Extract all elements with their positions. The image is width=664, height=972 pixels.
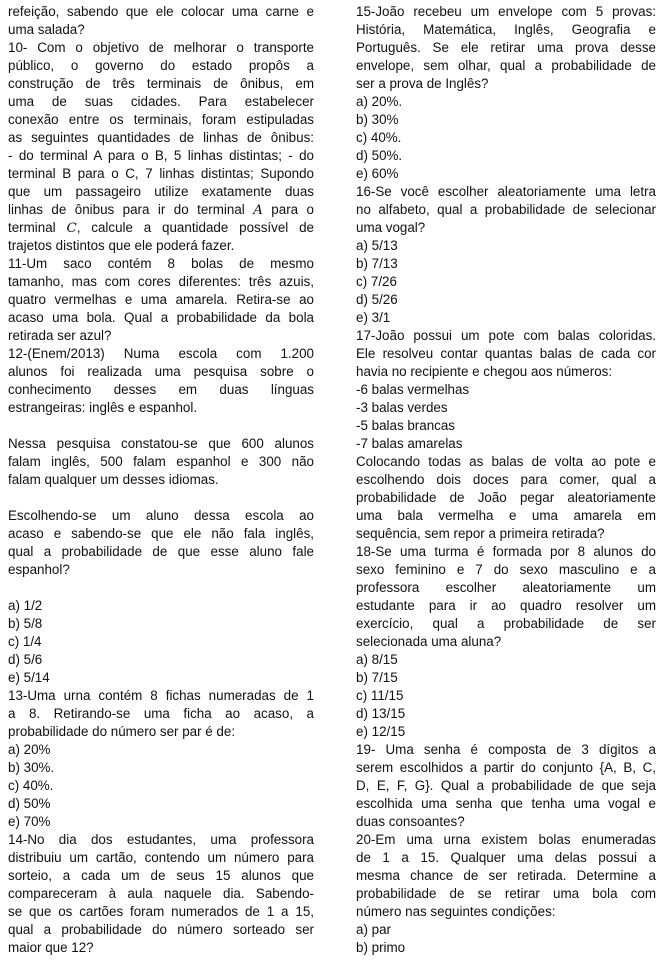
- text-line: a) 20%: [8, 742, 51, 757]
- text-line: b) 7/13: [356, 256, 398, 271]
- text-line: -6 balas vermelhas: [356, 382, 470, 397]
- text-line: trajetos distintos que ele poderá fazer.: [8, 238, 235, 253]
- text-line: uma bala vermelha e uma amarela em: [356, 508, 656, 523]
- text-line: maior que 12?: [8, 940, 94, 955]
- text-line: uma salada?: [8, 22, 85, 37]
- text-line: número nas seguintes condições:: [356, 904, 556, 919]
- text-line: b) 7/15: [356, 670, 398, 685]
- text-line: e) 3/1: [356, 310, 391, 325]
- text-line: no alfabeto, qual a probabilidade de selecionar: [356, 202, 656, 217]
- text-line: conexão entre os terminais, foram estipuladas: [8, 112, 314, 127]
- text-line: ser a prova de Inglês?: [356, 76, 489, 91]
- text-line: Português. Se ele retirar uma prova desse: [356, 40, 656, 55]
- text-line: 10- Com o objetivo de melhorar o transporte: [8, 40, 314, 55]
- text-line: sorteio, a cada um de seus 15 alunos que: [8, 868, 314, 883]
- text-line: uma de suas cidades. Para estabelecer: [8, 94, 314, 109]
- text-line: 18-Se uma turma é formada por 8 alunos do: [356, 544, 656, 559]
- text-line: probabilidade do número ser par é de:: [8, 724, 236, 739]
- text-line: 16-Se você escolher aleatoriamente uma letra: [356, 184, 656, 199]
- text-line: sexo feminino e 7 do sexo masculino e a: [356, 562, 656, 577]
- text-line: de 1 a 15. Qualquer uma delas possui a: [356, 850, 656, 865]
- text-line: sequência, sem repor a primeira retirada?: [356, 526, 605, 541]
- text-line: uma vogal?: [356, 220, 426, 235]
- blank-line: [8, 417, 314, 435]
- text-line: c) 7/26: [356, 274, 397, 289]
- text-segment: linhas de ônibus para ir do terminal: [8, 202, 254, 217]
- text-line: e) 60%: [356, 166, 399, 181]
- text-line: -5 balas brancas: [356, 418, 455, 433]
- text-line: duas consoantes?: [356, 814, 465, 829]
- text-line: b) primo: [356, 940, 406, 955]
- text-line: acaso uma bola. Qual a probabilidade da bola: [8, 310, 314, 325]
- text-line: [8, 201, 314, 219]
- text-line: terminal B para o C, 7 linhas distintas; Supondo: [8, 166, 314, 181]
- text-line: compareceram à aula naquele dia. Sabendo-: [8, 886, 314, 901]
- text-line: estudante para ir ao quadro resolver um: [356, 598, 656, 613]
- text-line: 17-João possui um pote com balas coloridas.: [356, 328, 656, 343]
- text-line: envelope, sem olhar, qual a probabilidade de: [356, 58, 656, 73]
- text-line: alunos foi realizada uma pesquisa sobre o: [8, 364, 314, 379]
- text-line: público, o governo do estado propôs a: [8, 58, 314, 73]
- text-line: retirada ser azul?: [8, 328, 112, 343]
- math-variable: A: [253, 203, 263, 218]
- text-line: Colocando todas as balas de volta ao pote e: [356, 454, 656, 469]
- text-line: acaso e sabendo-se que ele não fala inglês,: [8, 526, 314, 541]
- text-line: 14-No dia dos estudantes, uma professora: [8, 832, 314, 847]
- text-line: 13-Uma urna contém 8 fichas numeradas de 1: [8, 688, 314, 703]
- text-line: b) 5/8: [8, 616, 43, 631]
- text-line: a) par: [356, 922, 391, 937]
- text-line: d) 50%.: [356, 148, 403, 163]
- text-line: probabilidade de João pegar aleatoriamente: [356, 490, 656, 505]
- text-line: a) 1/2: [8, 598, 43, 613]
- text-line: 12-(Enem/2013) Numa escola com 1.200: [8, 346, 314, 361]
- text-line: b) 30%.: [8, 760, 55, 775]
- text-line: tamanho, mas com cores diferentes: três azuis,: [8, 274, 314, 289]
- text-line: refeição, sabendo que ele colocar uma carne e: [8, 4, 314, 19]
- text-line: 20-Em uma urna existem bolas enumeradas: [356, 832, 656, 847]
- text-line: quatro vermelhas e uma amarela. Retira-se ao: [8, 292, 314, 307]
- text-segment: terminal: [8, 220, 67, 235]
- text-line: c) 40%.: [356, 130, 402, 145]
- text-line: d) 5/6: [8, 652, 43, 667]
- text-line: História, Matemática, Inglês, Geografia e: [356, 22, 656, 37]
- text-line: c) 1/4: [8, 634, 42, 649]
- text-line: qual a probabilidade do número sorteado ser: [8, 922, 314, 937]
- text-segment: para o: [262, 202, 314, 217]
- left-column: [8, 3, 314, 957]
- text-line: a) 20%.: [356, 94, 403, 109]
- text-line: Escolhendo-se um aluno dessa escola ao: [8, 508, 314, 523]
- text-line: escolhida uma senha que tenha uma vogal e: [356, 796, 656, 811]
- text-line: Ele resolveu contar quantas balas de cada cor: [356, 346, 656, 361]
- text-line: a) 8/15: [356, 652, 398, 667]
- text-line: professora escolher aleatoriamente um: [356, 580, 656, 595]
- text-line: serem escolhidos a partir do conjunto {A, B, C,: [356, 760, 656, 775]
- text-line: D, E, F, G}. Qual a probabilidade de que seja: [356, 778, 656, 793]
- text-line: e) 12/15: [356, 724, 406, 739]
- text-line: -3 balas verdes: [356, 400, 448, 415]
- text-line: qual a probabilidade de que esse aluno fale: [8, 544, 314, 559]
- text-line: 19- Uma senha é composta de 3 dígitos a: [356, 742, 656, 757]
- text-line: a) 5/13: [356, 238, 398, 253]
- text-line: mesma chance de ser retirada. Determine a: [356, 868, 656, 883]
- text-segment: , calcule a quantidade possível de: [76, 220, 314, 235]
- text-line: exercício, qual a probabilidade de ser: [356, 616, 656, 631]
- text-line: selecionada uma aluna?: [356, 634, 502, 649]
- text-line: 11-Um saco contém 8 bolas de mesmo: [8, 256, 314, 271]
- text-line: que um passageiro utilize exatamente duas: [8, 184, 314, 199]
- text-line: 15-João recebeu um envelope com 5 provas:: [356, 4, 656, 19]
- text-line: falam qualquer um desses idiomas.: [8, 472, 219, 487]
- text-line: falam inglês, 500 falam espanhol e 300 não: [8, 454, 314, 469]
- text-line: estrangeiras: inglês e espanhol.: [8, 400, 198, 415]
- text-line: probabilidade de se retirar uma bola com: [356, 886, 656, 901]
- right-column: [356, 3, 656, 957]
- text-line: d) 13/15: [356, 706, 406, 721]
- text-line: e) 70%: [8, 814, 51, 829]
- text-line: escolhendo dois doces para comer, qual a: [356, 472, 656, 487]
- text-line: b) 30%: [356, 112, 399, 127]
- text-line: havia no recipiente e chegou aos números:: [356, 364, 613, 379]
- text-line: - do terminal A para o B, 5 linhas distintas; - do: [8, 148, 314, 163]
- text-line: as seguintes quantidades de linhas de ônibus:: [8, 130, 314, 145]
- text-line: c) 40%.: [8, 778, 54, 793]
- text-line: -7 balas amarelas: [356, 436, 463, 451]
- text-line: d) 50%: [8, 796, 51, 811]
- blank-line: [8, 579, 314, 597]
- text-line: a 8. Retirando-se uma ficha ao acaso, a: [8, 706, 314, 721]
- text-line: construção de três terminais de ônibus, em: [8, 76, 314, 91]
- text-line: [8, 219, 314, 237]
- text-line: distribuiu um cartão, contendo um número para: [8, 850, 314, 865]
- text-line: e) 5/14: [8, 670, 50, 685]
- text-line: d) 5/26: [356, 292, 398, 307]
- text-line: se que os cartões foram numerados de 1 a 15,: [8, 904, 314, 919]
- text-line: espanhol?: [8, 562, 70, 577]
- text-line: c) 11/15: [356, 688, 404, 703]
- text-line: Nessa pesquisa constatou-se que 600 alunos: [8, 436, 314, 451]
- blank-line: [8, 489, 314, 507]
- math-variable: C: [66, 221, 77, 236]
- text-line: conhecimento desses em duas línguas: [8, 382, 314, 397]
